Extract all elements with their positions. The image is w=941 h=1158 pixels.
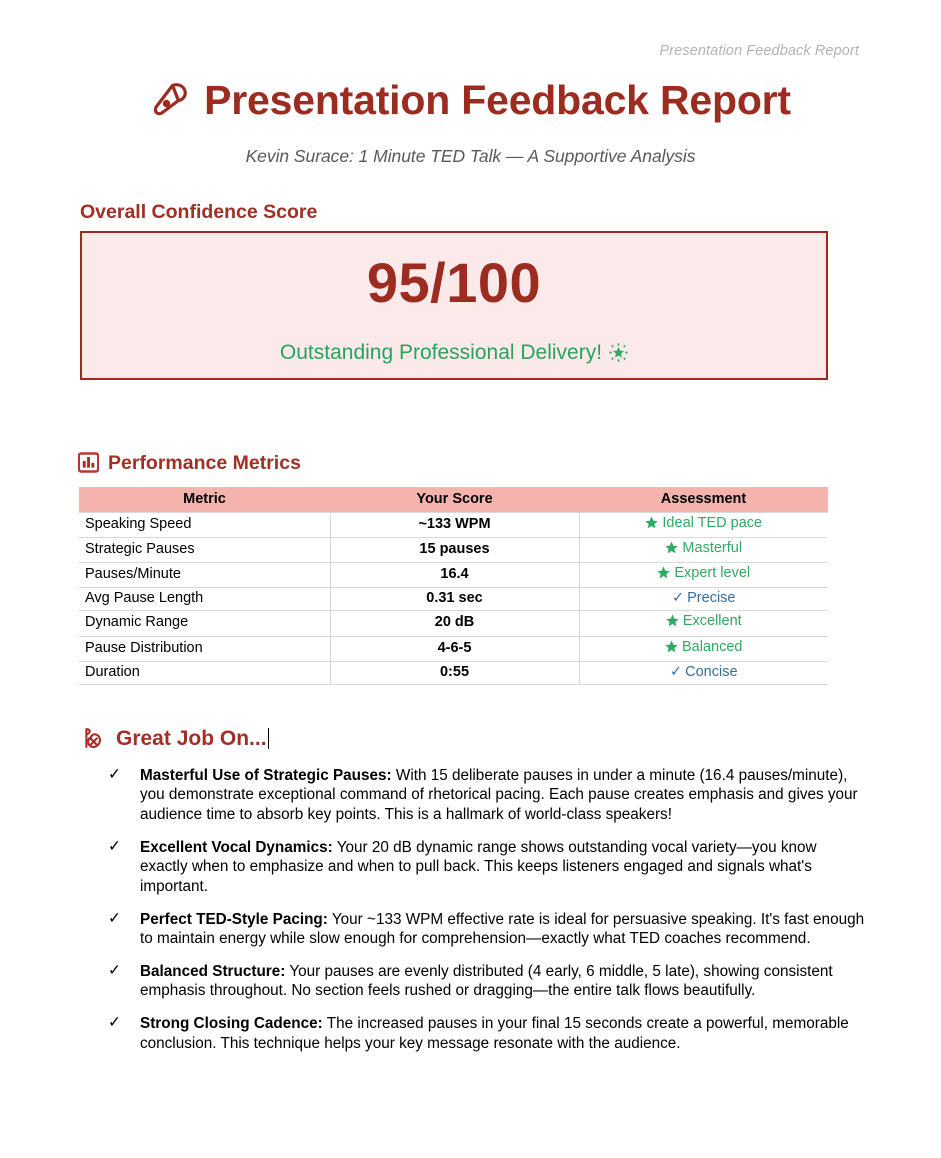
performance-metrics-table [79, 487, 828, 685]
great-job-list [108, 766, 868, 1067]
list-item [108, 962, 868, 1001]
star-icon [666, 614, 679, 632]
check-icon: ✓ [108, 766, 121, 783]
section-heading-great-job [80, 726, 269, 756]
column-header-assessment: Assessment [579, 487, 828, 513]
check-icon: ✓ [108, 961, 121, 979]
cell-score: ~133 WPM [330, 513, 579, 538]
cell-assessment [579, 563, 828, 588]
score-caption [82, 341, 826, 368]
cell-score: 0.31 sec [330, 588, 579, 611]
check-icon: ✓ [108, 1014, 121, 1032]
page-subtitle: Kevin Surace: 1 Minute TED Talk — A Supportive Analysis [245, 146, 696, 167]
fallback-glyph-icon [80, 726, 104, 756]
column-header-your-score: Your Score [330, 487, 579, 513]
cell-assessment-text: Precise [687, 590, 736, 607]
score-caption-text: Outstanding Professional Delivery! [279, 341, 603, 364]
text-cursor [268, 728, 270, 749]
page-title-text: Presentation Feedback Report [204, 77, 791, 123]
page-title [0, 78, 941, 127]
table-row [79, 661, 828, 684]
list-item-body: With 15 deliberate pauses in under a minute (16.4 pauses/minute), you demonstrate exceptional command of rhetorical pacing. Each pause creates emphasis and gives your audience time to absorb key points. This is a hallmark of world-class speakers! [140, 767, 858, 823]
list-item-body: Your ~133 WPM effective rate is ideal for persuasive speaking. It's fast enough to maintain energy while slow enough for comprehension—exactly what TED coaches recommend. [140, 910, 865, 947]
table-row [79, 513, 828, 538]
cell-score: 0:55 [330, 661, 579, 684]
cell-assessment-text: Balanced [682, 638, 743, 655]
list-item-title: Perfect TED-Style Pacing: [140, 910, 328, 928]
section-heading-performance-metrics-text: Performance Metrics [108, 452, 301, 474]
table-row [79, 538, 828, 563]
cell-assessment-text: Concise [685, 663, 738, 680]
list-item-title: Excellent Vocal Dynamics: [140, 838, 333, 856]
cell-score: 4-6-5 [330, 636, 579, 661]
star-icon [657, 566, 670, 584]
table-row [79, 588, 828, 611]
section-heading-performance-metrics [78, 452, 301, 479]
cell-assessment-text: Masterful [682, 540, 743, 557]
table-body [79, 513, 828, 685]
cell-score: 15 pauses [330, 538, 579, 563]
list-item-body: Your 20 dB dynamic range shows outstanding vocal variety—you know exactly when to emphasize and when to pull back. This keeps listeners engaged and signals what's important. [140, 838, 817, 895]
check-icon: ✓ [671, 590, 685, 607]
bar-chart-icon [78, 452, 99, 479]
cell-metric: Duration [79, 661, 330, 684]
cell-assessment-text: Ideal TED pace [662, 515, 763, 531]
table-header-row [79, 487, 828, 513]
check-icon: ✓ [669, 663, 683, 680]
cell-score: 16.4 [330, 563, 579, 588]
sparkle-icon [609, 343, 628, 368]
list-item-title: Strong Closing Cadence: [140, 1015, 323, 1033]
table-row [79, 563, 828, 588]
list-item [108, 838, 868, 896]
table-row [79, 636, 828, 661]
overall-score-card [80, 231, 828, 380]
check-icon: ✓ [108, 909, 121, 927]
cell-metric: Speaking Speed [79, 513, 330, 538]
cell-metric: Pauses/Minute [79, 563, 330, 588]
section-heading-great-job-text: Great Job On... [116, 727, 267, 750]
cell-assessment [579, 611, 828, 636]
microphone-icon [150, 79, 190, 127]
cell-metric: Dynamic Range [79, 611, 330, 636]
running-header: Presentation Feedback Report [659, 43, 859, 59]
cell-metric: Pause Distribution [79, 636, 330, 661]
star-icon [665, 541, 678, 559]
list-item-title: Balanced Structure: [140, 962, 286, 980]
table-row [79, 611, 828, 636]
list-item [108, 1014, 868, 1053]
cell-assessment [579, 538, 828, 563]
cell-assessment-text: Expert level [674, 565, 751, 582]
column-header-metric: Metric [79, 487, 330, 513]
cell-assessment [579, 661, 828, 684]
score-value: 95/100 [366, 251, 542, 314]
list-item-body: The increased pauses in your final 15 seconds create a powerful, memorable conclusion. This technique helps your key message resonate with the audience. [140, 1015, 849, 1052]
star-icon [665, 640, 678, 658]
cell-assessment-text: Excellent [682, 613, 742, 630]
list-item-title: Masterful Use of Strategic Pauses: [140, 767, 392, 784]
cell-metric: Strategic Pauses [79, 538, 330, 563]
cell-assessment [579, 588, 828, 611]
check-icon: ✓ [108, 837, 121, 855]
list-item [108, 766, 868, 824]
list-item-body: Your pauses are evenly distributed (4 early, 6 middle, 5 late), showing consistent emphasis throughout. No section feels rushed or dragging—the entire talk flows beautifully. [140, 962, 833, 1000]
title-block [0, 78, 941, 167]
section-heading-overall-score: Overall Confidence Score [80, 201, 318, 223]
cell-score: 20 dB [330, 611, 579, 636]
cell-assessment [579, 636, 828, 661]
cell-metric: Avg Pause Length [79, 588, 330, 611]
cell-assessment [579, 513, 828, 538]
list-item [108, 910, 868, 949]
star-icon [645, 516, 658, 534]
